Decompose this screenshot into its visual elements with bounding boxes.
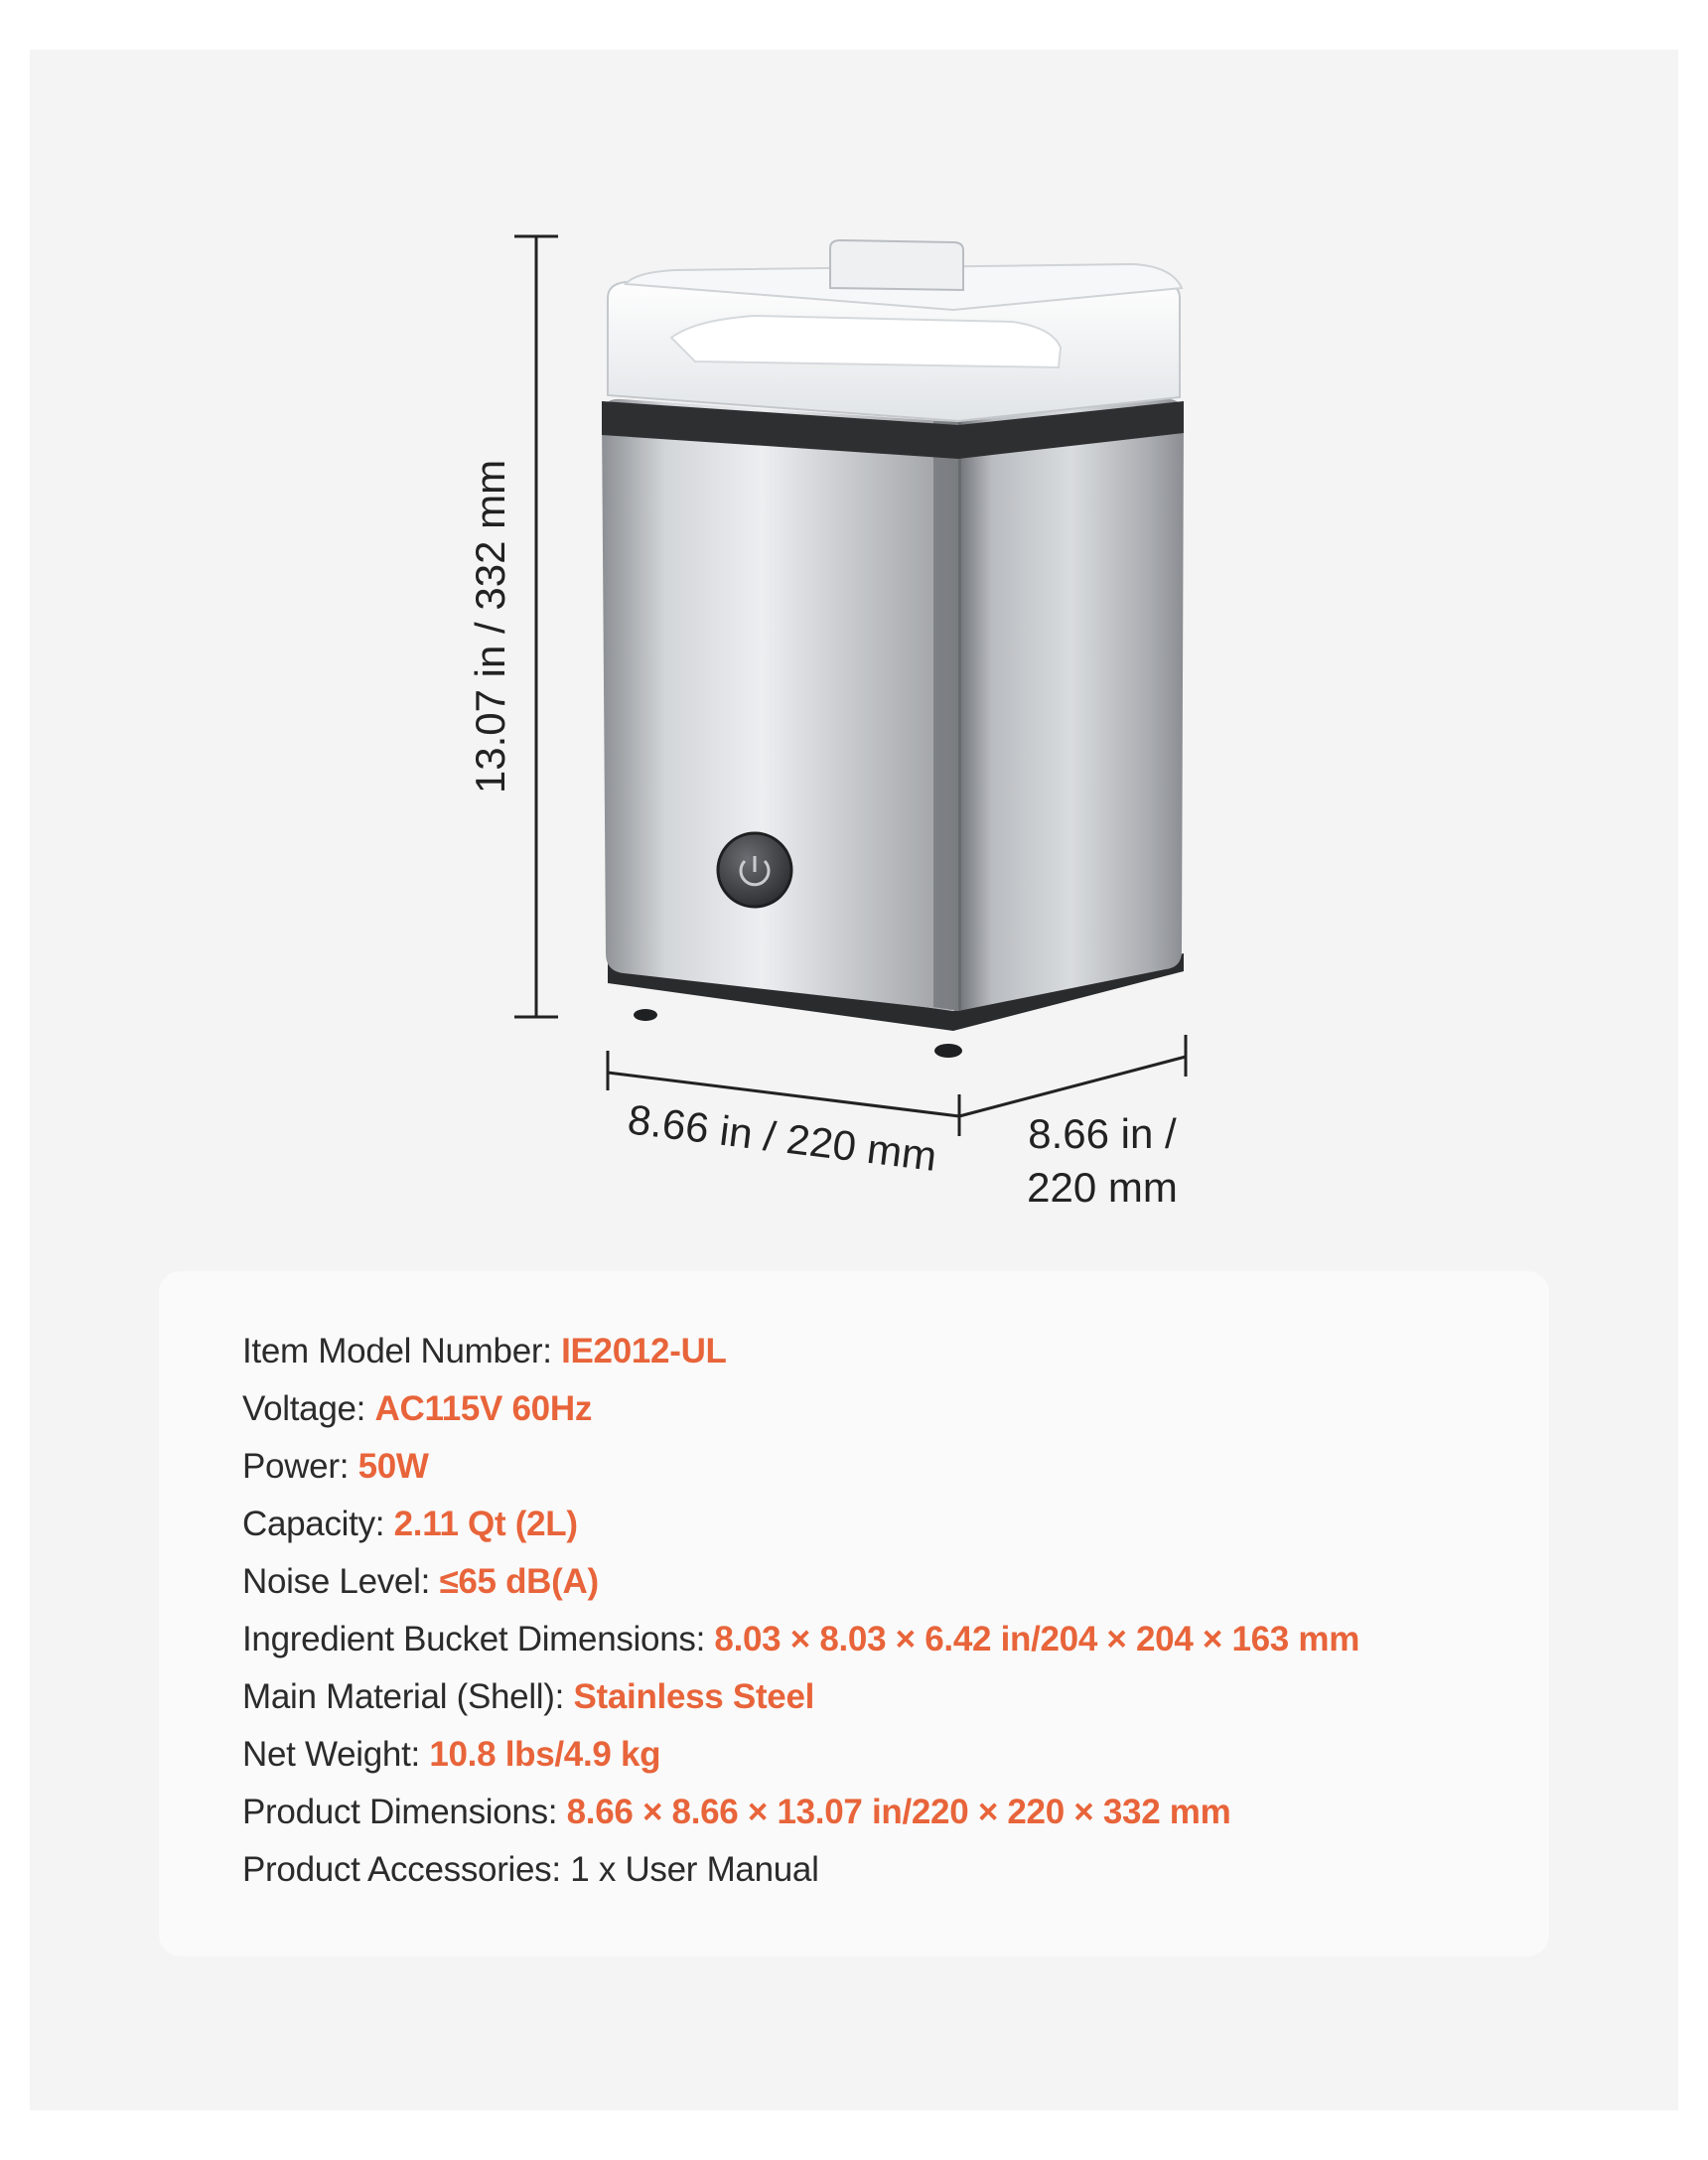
spec-label: Item Model Number: — [242, 1332, 562, 1370]
spec-row — [242, 1841, 1359, 1899]
spec-row — [242, 1323, 1359, 1380]
spec-row — [242, 1380, 1359, 1438]
spec-row — [242, 1668, 1359, 1726]
spec-value: 1 x User Manual — [570, 1850, 819, 1889]
spec-row — [242, 1438, 1359, 1496]
spec-value: 10.8 lbs/4.9 kg — [429, 1735, 661, 1774]
spec-label: Net Weight: — [242, 1735, 430, 1774]
depth-dimension-label-line1: 8.66 in / — [1028, 1110, 1177, 1157]
height-dimension-label: 13.07 in / 332 mm — [467, 459, 513, 794]
width-dimension-label: 8.66 in / 220 mm — [625, 1095, 939, 1180]
spec-row — [242, 1496, 1359, 1553]
spec-value: AC115V 60Hz — [374, 1389, 593, 1428]
spec-row — [242, 1784, 1359, 1841]
spec-label: Voltage: — [242, 1389, 375, 1428]
depth-dimension-label-line2: 220 mm — [1027, 1164, 1178, 1211]
spec-label: Capacity: — [242, 1505, 394, 1543]
spec-value: 2.11 Qt (2L) — [393, 1505, 578, 1543]
spec-list — [242, 1323, 1359, 1899]
spec-value: 8.66 × 8.66 × 13.07 in/220 × 220 × 332 mm — [566, 1793, 1231, 1831]
spec-label: Power: — [242, 1447, 358, 1486]
depth-dimension-line — [959, 1035, 1186, 1116]
spec-label: Product Accessories: — [242, 1850, 571, 1889]
spec-card — [159, 1271, 1549, 1956]
spec-value: ≤65 dB(A) — [439, 1562, 599, 1601]
product-ice-cream-maker — [602, 240, 1184, 1058]
spec-label: Ingredient Bucket Dimensions: — [242, 1620, 715, 1658]
spec-value: Stainless Steel — [573, 1677, 815, 1716]
spec-label: Main Material (Shell): — [242, 1677, 574, 1716]
spec-row — [242, 1611, 1359, 1668]
spec-value: 50W — [357, 1447, 429, 1486]
spec-label: Product Dimensions: — [242, 1793, 567, 1831]
spec-value: 8.03 × 8.03 × 6.42 in/204 × 204 × 163 mm — [714, 1620, 1360, 1658]
height-dimension-line — [514, 236, 558, 1017]
spec-row — [242, 1553, 1359, 1611]
spec-value: IE2012-UL — [561, 1332, 727, 1370]
spec-label: Noise Level: — [242, 1562, 440, 1601]
spec-row — [242, 1726, 1359, 1784]
